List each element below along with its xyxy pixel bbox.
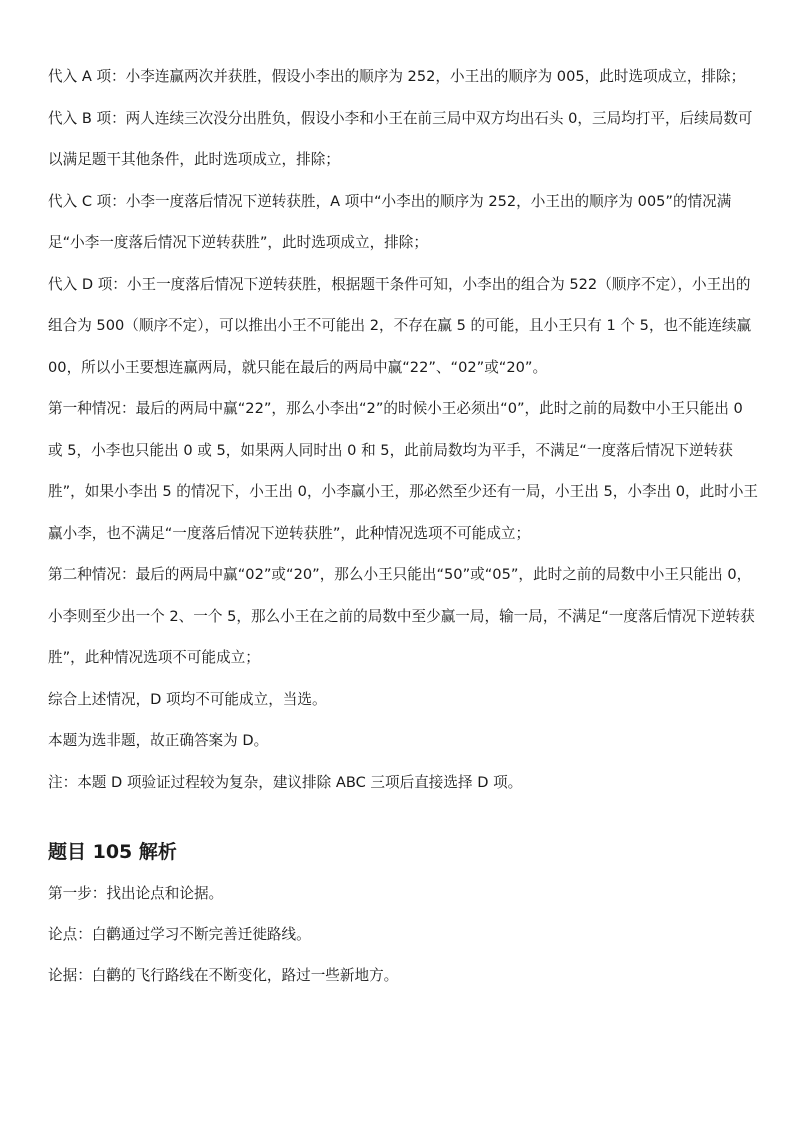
paragraph-evidence: 论据：白鹳的飞行路线在不断变化，路过一些新地方。	[48, 967, 399, 984]
paragraph-note: 注：本题 D 项验证过程较为复杂，建议排除 ABC 三项后直接选择 D 项。	[48, 773, 523, 791]
paragraph-argument: 论点：白鹳通过学习不断完善迁徙路线。	[48, 926, 311, 943]
document-page	[48, 56, 760, 996]
paragraph-option-a: 代入 A 项：小李连赢两次并获胜，假设小李出的顺序为 252，小王出的顺序为 005，此时选项成立，排除；	[48, 68, 746, 85]
paragraph-answer: 本题为选非题，故正确答案为 D。	[48, 732, 269, 749]
paragraph-option-d: 代入 D 项：小王一度落后情况下逆转获胜，根据题干条件可知，小李出的组合为 522（顺序不定），小王出的组合为 500（顺序不定），可以推出小王不可能出 2，不存在赢 5 的可能，且小王只有 1 个 5，也不能连续赢 00，所以小王要想连赢两局，就只能在最后的两局中赢“22”、“02”或“20”。	[48, 275, 752, 376]
paragraph-option-c: 代入 C 项：小李一度落后情况下逆转获胜，A 项中“小李出的顺序为 252，小王出的顺序为 005”的情况满足“小李一度落后情况下逆转获胜”，此时选项成立，排除；	[48, 192, 732, 251]
paragraph-step-one: 第一步：找出论点和论据。	[48, 885, 224, 902]
section-heading: 题目 105 解析	[48, 841, 177, 863]
paragraph-summary: 综合上述情况，D 项均不可能成立，当选。	[48, 690, 327, 708]
paragraph-case-one: 第一种情况：最后的两局中赢“22”，那么小李出“2”的时候小王必须出“0”，此时之前的局数中小王只能出 0 或 5，小李也只能出 0 或 5，如果两人同时出 0 和 5，此前局数均为平手，不满足“一度落后情况下逆转获胜”，如果小李出 5 的情况下，小王出 0，小李赢小王，那必然至少还有一局，小王出 5，小李出 0，此时小王赢小李，也不满足“一度落后情况下逆转获胜”，此种情况选项不可能成立；	[48, 400, 759, 542]
analysis-section-104	[48, 56, 760, 803]
analysis-section-105	[48, 839, 760, 996]
paragraph-case-two: 第二种情况：最后的两局中赢“02”或“20”，那么小王只能出“50”或“05”，此时之前的局数中小王只能出 0，小李则至少出一个 2、一个 5，那么小王在之前的局数中至少赢一局，输一局，不满足“一度落后情况下逆转获胜”，此种情况选项不可能成立；	[48, 566, 755, 666]
paragraph-option-b: 代入 B 项：两人连续三次没分出胜负，假设小李和小王在前三局中双方均出石头 0，三局均打平，后续局数可以满足题干其他条件，此时选项成立，排除；	[48, 109, 753, 168]
